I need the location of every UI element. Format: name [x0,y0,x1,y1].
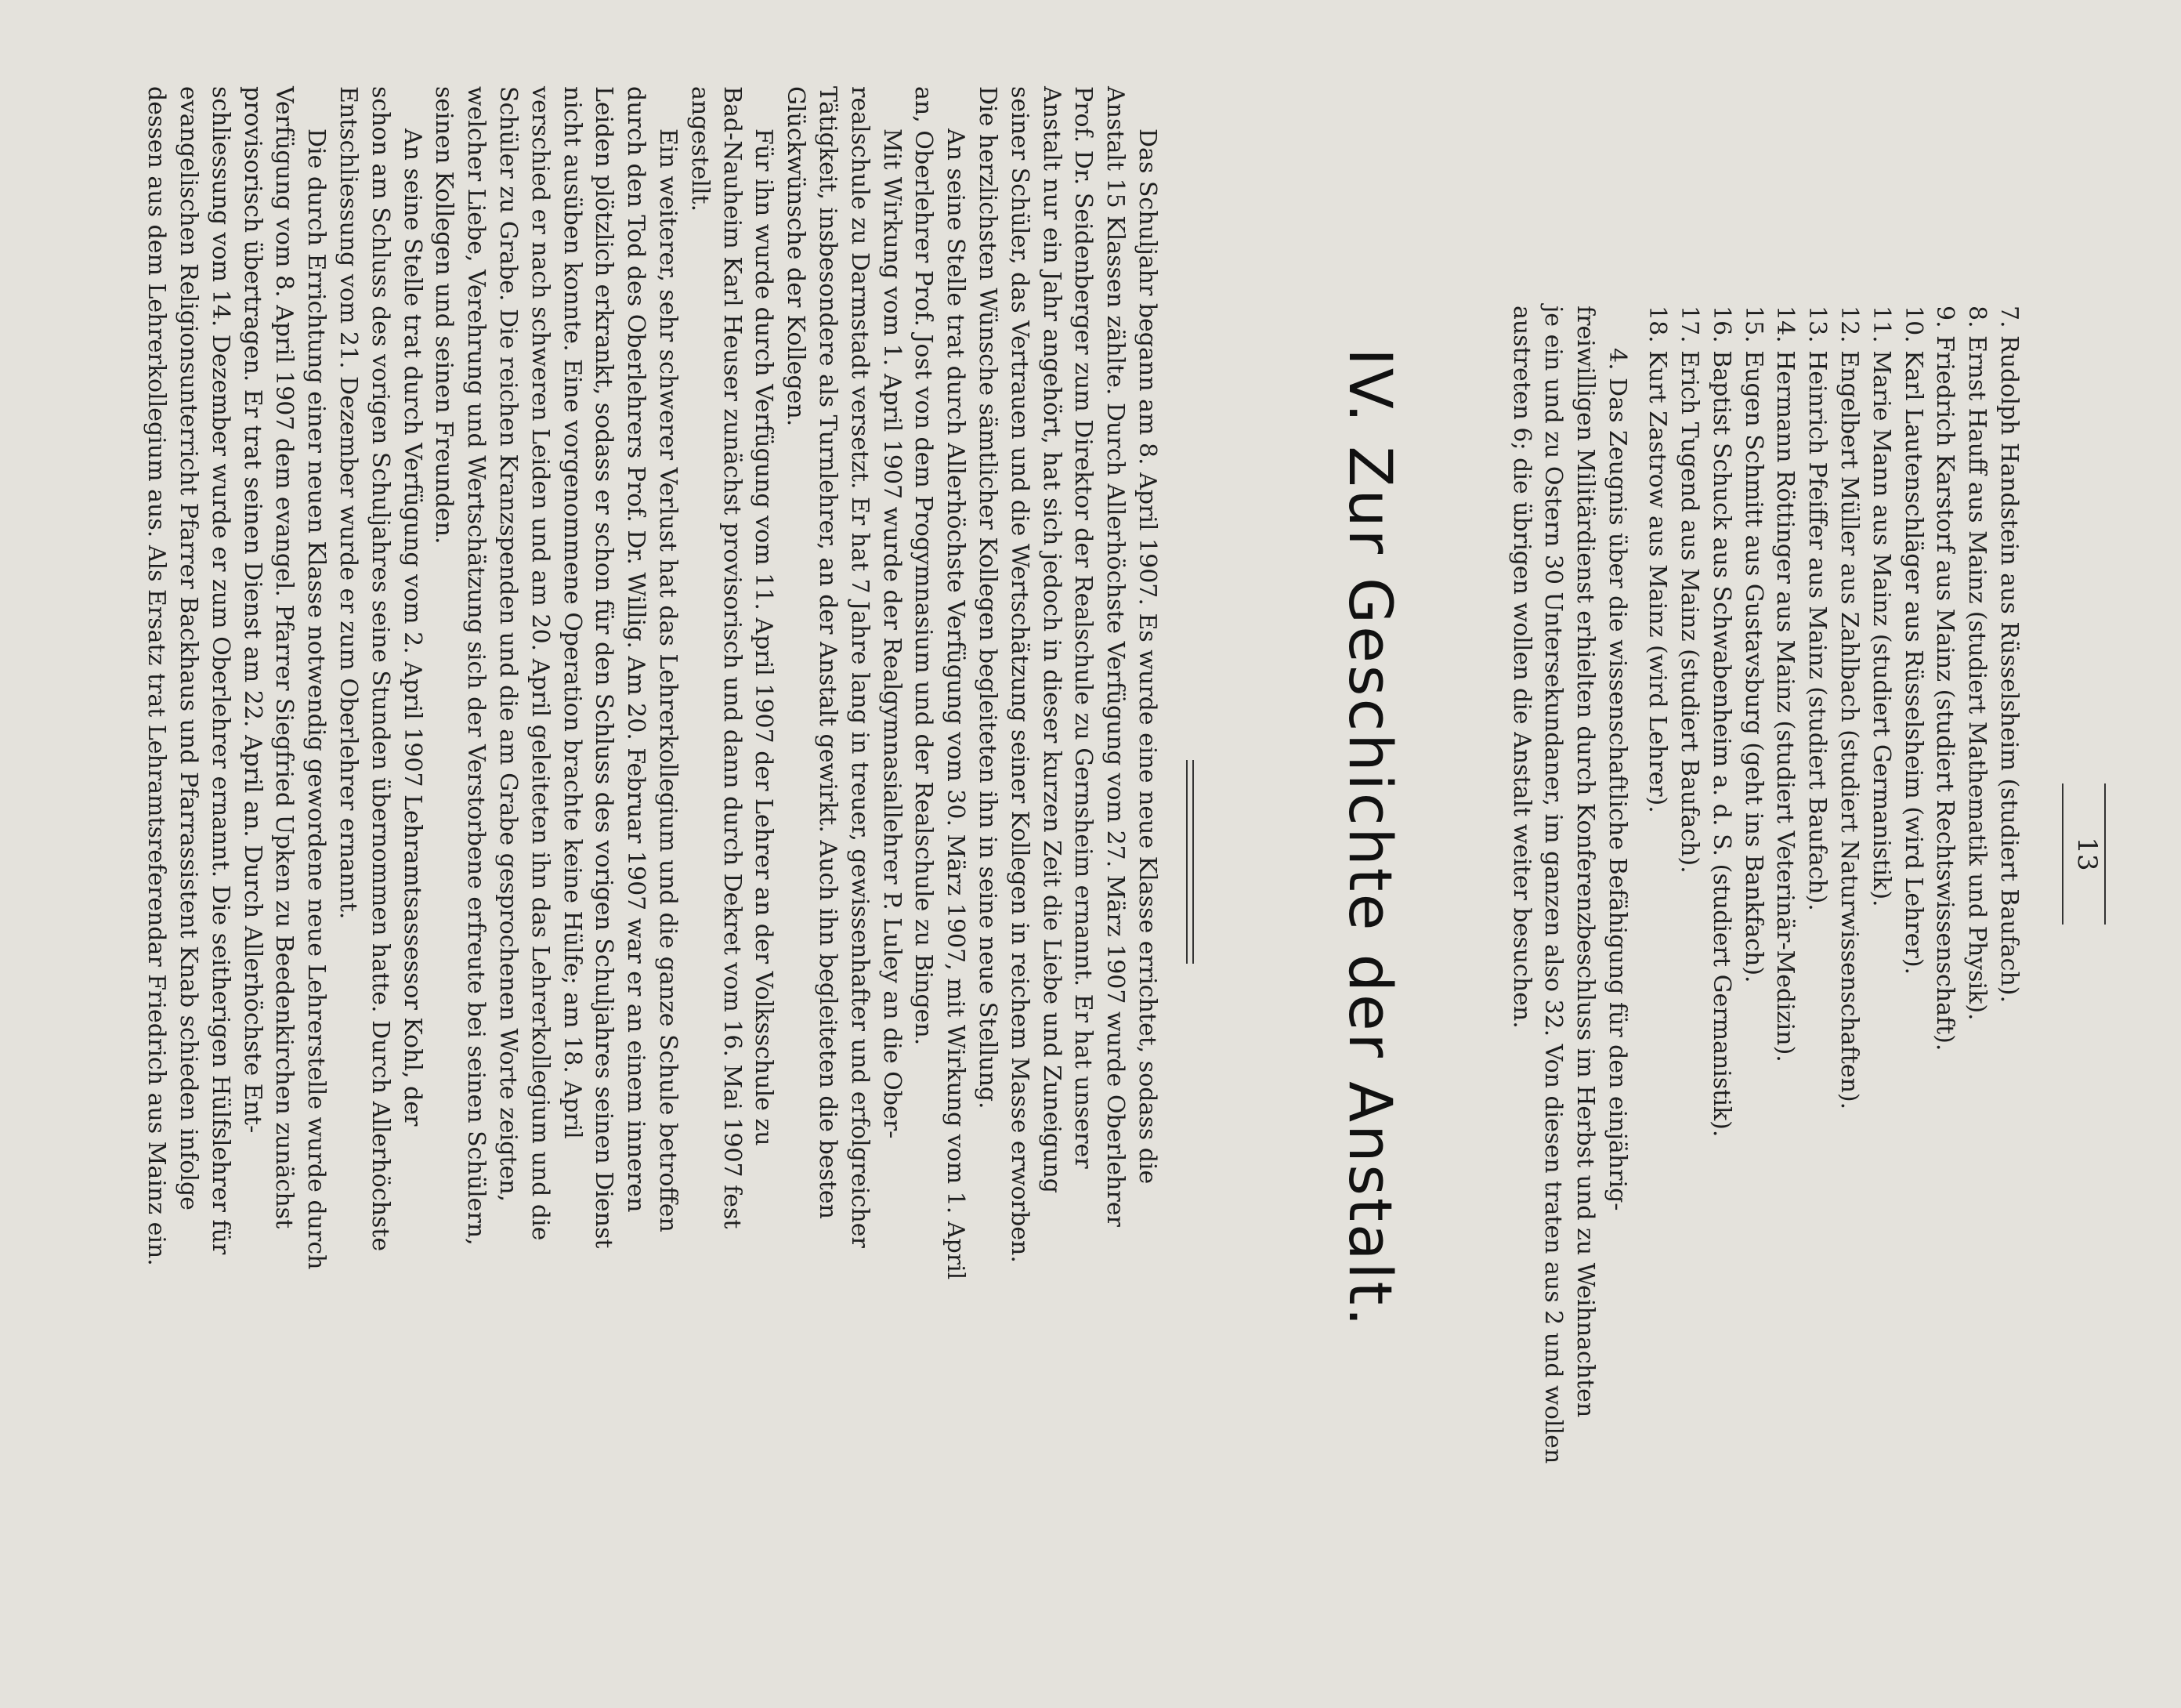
history-text [140,86,1163,1653]
paragraph [779,86,906,1653]
page-number-rule-bottom [2062,783,2063,925]
paragraph-line: Tätigkeit, insbesondere als Turnlehrer, an der Anstalt gewirkt. Auch ihn begleiteten die besten [814,86,842,1220]
paragraph [907,86,971,1653]
list-item: 7. Rudolph Handstein aus Rüsselsheim (studiert Baufach). [1995,306,2023,1004]
list-item: 12. Engelbert Müller aus Zahlbach (studiert Naturwissenschaften). [1836,306,1864,1110]
paragraph-line: Die durch Errichtung einer neuen Klasse notwendig gewordene neue Lehrerstelle wurde durch [302,128,331,1270]
list-item: 10. Karl Lautenschläger aus Rüsselsheim (wird Lehrer). [1899,306,1927,975]
note-line: freiwilligen Militärdienst erhielten durch Konferenzbeschluss im Herbst und zu Weihnachten [1572,306,1600,1418]
paragraph-line: realschule zu Darmstadt versetzt. Er hat 7 Jahre lang in treuer, gewissenhafter und erfolgreicher [845,86,873,1248]
paragraph [683,86,779,1653]
paragraph-line: evangelischen Religionsunterricht Pfarrer Backhaus und Pfarrassistent Knab schieden infolge [175,86,203,1210]
page-number: 13 [2071,837,2103,871]
paragraph-line: Für ihn wurde durch Verfügung vom 11. April 1907 der Lehrer an der Volksschule zu [750,128,778,1146]
paragraph-line: Verfügung vom 8. April 1907 dem evangel. Pfarrer Siegfried Upken zu Beedenkirchen zunächst [270,86,298,1229]
paragraph-line: An seine Stelle trat durch Verfügung vom 2. April 1907 Lehramtsassessor Kohl, der [398,128,426,1127]
paragraph-line: Anstalt nur ein Jahr angehört, hat sich jedoch in dieser kurzen Zeit die Liebe und Zuneigung [1037,86,1065,1193]
paragraph-line: an, Oberlehrer Prof. Jost von dem Progymnasium und der Realschule zu Bingen. [910,86,938,1046]
paragraph-line: durch den Tod des Oberlehrers Prof. Dr. Willig. Am 20. Februar 1907 war er an einem inneren [622,86,650,1213]
paragraph-line: seiner Schüler, das Vertrauen und die Wertschätzung seiner Kollegen in reichem Masse erworben. [1005,86,1033,1263]
section-heading: IV. Zur Geschichte der Anstalt. [1336,348,1405,1329]
certificate-note [1505,306,1633,1637]
list-item: 11. Marie Mann aus Mainz (studiert Germanistik). [1867,306,1895,907]
student-list [1640,306,2024,1402]
list-item: 14. Hermann Röttinger aus Mainz (studiert Veterinär-Medizin). [1771,306,1799,1062]
paragraph-line: schliessung vom 14. Dezember wurde er zum Oberlehrer ernannt. Die seitherigen Hülfslehrer für [206,86,234,1255]
paragraph-line: schon am Schluss des vorigen Schuljahres seine Stunden übernommen hatte. Durch Allerhöchste [366,86,394,1252]
paragraph-line: Das Schuljahr begann am 8. April 1907. Es wurde eine neue Klasse errichtet, sodass die [1134,128,1161,1185]
paragraph-line: provisorisch übertragen. Er trat seinen Dienst am 22. April an. Durch Allerhöchste Ent- [238,86,266,1134]
paragraph-line: dessen aus dem Lehrerkollegium aus. Als Ersatz trat Lehramtsreferendar Friedrich aus Mainz ein. [143,86,171,1266]
paragraph-line: seinen Kollegen und seinen Freunden. [430,86,458,545]
paragraph-line: Mit Wirkung vom 1. April 1907 wurde der Realgymnasiallehrer P. Luley an die Ober- [877,128,906,1139]
paragraph-line: Schüler zu Grabe. Die reichen Kranzspenden und die am Grabe gesprochenen Worte zeigten, [494,86,523,1203]
paragraph [428,86,683,1653]
paragraph-line: verschied er nach schweren Leiden und am 20. April geleiteten ihn das Lehrerkollegium und die [526,86,554,1241]
paragraph-line: Glückwünsche der Kollegen. [782,86,810,427]
paragraph-line: Bad-Nauheim Karl Heuser zunächst provisorisch und dann durch Dekret vom 16. Mai 1907 fest [718,86,746,1229]
paragraph-line: angestellt. [685,86,714,212]
paragraph [140,86,332,1653]
paragraph [331,86,427,1653]
note-line: je ein und zu Ostern 30 Untersekundaner, im ganzen also 32. Von diesen traten aus 2 und wollen [1539,306,1568,1464]
list-item: 13. Heinrich Pfeiffer aus Mainz (studiert Baufach). [1803,306,1832,911]
note-line: 4. Das Zeugnis über die wissenschaftliche Befähigung für den einjährig- [1604,348,1631,1211]
paragraph [971,86,1163,1653]
paragraph-line: welcher Liebe, Verehrung und Wertschätzung sich der Verstorbene erfreute bei seinen Schülern, [462,86,490,1246]
paragraph-line: Entschliessung vom 21. Dezember wurde er zum Oberlehrer ernannt. [335,86,363,920]
paragraph-line: Leiden plötzlich erkrankt, sodass er schon für den Schluss des vorigen Schuljahres seinen Dienst [590,86,618,1249]
note-line: austreten 6; die übrigen wollen die Anstalt weiter besuchen. [1507,306,1535,1029]
paragraph-line: Ein weiterer, sehr schwerer Verlust hat das Lehrerkollegium und die ganze Schule betroffen [654,128,682,1232]
paragraph-line: An seine Stelle trat durch Allerhöchste Verfügung vom 30. März 1907, mit Wirkung vom 1. April [942,128,970,1280]
list-item: 16. Baptist Schuck aus Schwabenheim a. d. S. (studiert Germanistik). [1707,306,1735,1138]
list-item: 8. Ernst Hauff aus Mainz (studiert Mathematik und Physik). [1963,306,1991,1021]
list-item: 18. Kurt Zastrow aus Mainz (wird Lehrer). [1644,306,1672,813]
list-item: 15. Eugen Schmitt aus Gustavsburg (geht ins Bankfach). [1739,306,1767,983]
page-number-rule-top [2104,783,2106,925]
paragraph-line: Prof. Dr. Seidenberger zum Direktor der Realschule zu Gernsheim ernannt. Er hat unserer [1069,86,1098,1169]
list-item: 17. Erich Tugend aus Mainz (studiert Baufach). [1676,306,1704,874]
paragraph-line: Anstalt 15 Klassen zählte. Durch Allerhöchste Verfügung vom 27. März 1907 wurde Oberlehrer [1101,86,1130,1227]
section-divider [1181,760,1194,964]
paragraph-line: nicht ausüben konnte. Eine vorgenommene Operation brachte keine Hülfe; am 18. April [558,86,586,1139]
list-item: 9. Friedrich Karstorf aus Mainz (studiert Rechtswissenschaft). [1931,306,1959,1051]
paragraph-line: Die herzlichsten Wünsche sämtlicher Kollegen begleiteten ihn in seine neue Stellung. [974,86,1002,1109]
